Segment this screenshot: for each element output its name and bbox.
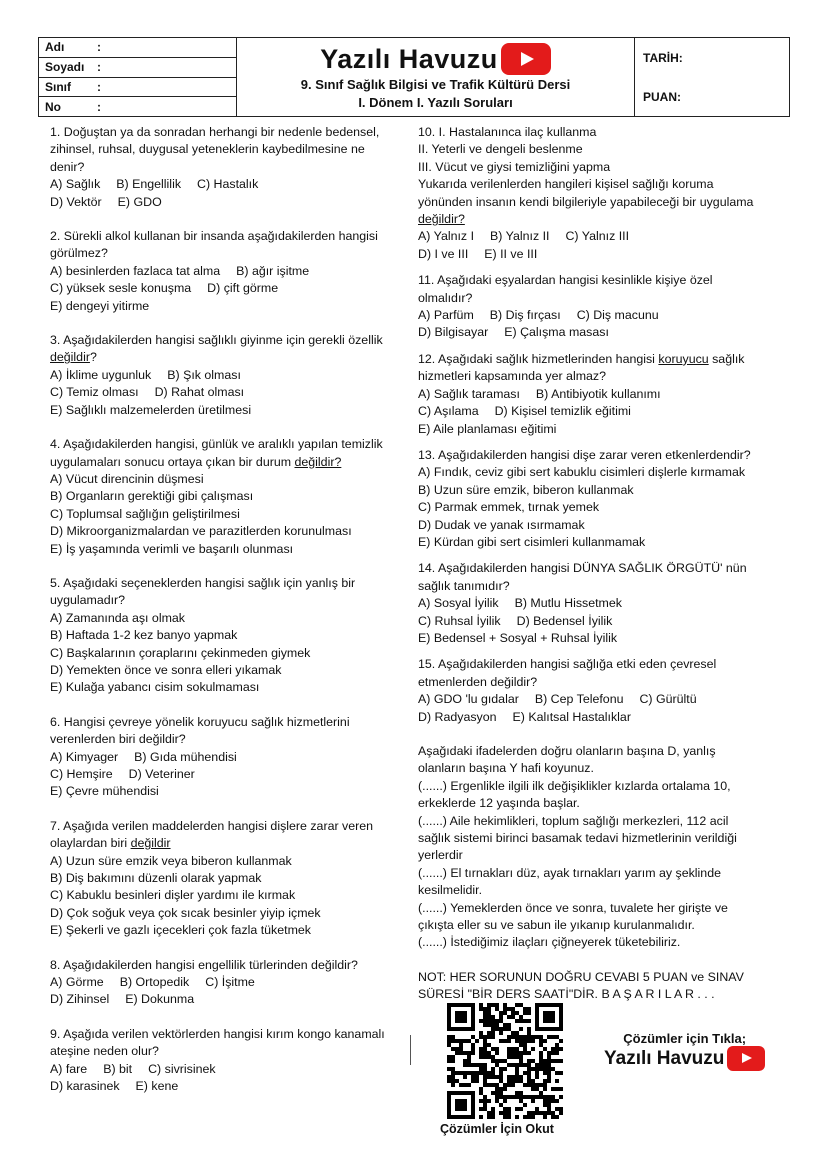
text-segment: 8. Aşağıdakilerden hangisi engellilik türlerinden değildir?	[50, 957, 358, 972]
text-segment: etmenlerden değildir?	[418, 674, 538, 689]
option-row	[50, 194, 412, 211]
number-field[interactable]	[39, 97, 236, 116]
divider	[410, 1035, 411, 1065]
option-row	[418, 630, 793, 647]
answer-option[interactable]: B) Gıda mühendisi	[134, 749, 237, 764]
option-row	[418, 595, 793, 612]
answer-option[interactable]: B) Ortopedik	[119, 975, 190, 990]
answer-option[interactable]: A) Parfüm	[418, 308, 474, 323]
answer-option[interactable]: B) Yalnız II	[490, 229, 550, 244]
text-line	[418, 882, 793, 899]
answer-option[interactable]: A) Uzun süre emzik veya biberon kullanmak	[50, 853, 292, 868]
text-segment: SÜRESİ "BİR DERS SAATİ"DİR. B A Ş A R I L A R . . .	[418, 987, 715, 1002]
text-line	[50, 159, 412, 176]
emphasis-text: değildir	[130, 836, 171, 851]
answer-option[interactable]: D) Zihinsel	[50, 992, 110, 1007]
text-segment: çıkışta eller su ve sabun ile yıkanıp kurulanmalıdır.	[418, 918, 695, 933]
text-segment: uygulamadır?	[50, 593, 126, 608]
answer-option[interactable]: E) GDO	[117, 194, 162, 209]
option-row	[50, 627, 412, 644]
text-line	[418, 813, 793, 830]
title-block	[237, 38, 635, 116]
question-9	[50, 1026, 412, 1096]
text-line	[50, 141, 412, 158]
qr-code[interactable]	[447, 1003, 563, 1124]
option-row	[50, 749, 412, 766]
answer-option[interactable]: E) Çevre mühendisi	[50, 784, 159, 799]
text-segment: 12. Aşağıdaki sağlık hizmetlerinden hangisi	[418, 351, 659, 366]
option-row	[50, 541, 412, 558]
text-line	[50, 1026, 412, 1043]
qr-caption: Çözümler İçin Okut	[440, 1122, 554, 1136]
answer-option[interactable]: A) Yalnız I	[418, 229, 475, 244]
text-segment: NOT: HER SORUNUN DOĞRU CEVABI 5 PUAN ve SINAV	[418, 969, 744, 984]
text-segment: 2. Sürekli alkol kullanan bir insanda aşağıdakilerden hangisi	[50, 229, 378, 244]
question-7	[50, 818, 412, 940]
exam-header	[38, 37, 790, 117]
answer-option[interactable]: A) Görme	[50, 975, 104, 990]
text-line	[50, 1043, 412, 1060]
question-10	[418, 124, 793, 263]
text-segment: zihinsel, ruhsal, duygusal yeteneklerin kaybedilmesine ne	[50, 142, 365, 157]
text-segment: olaylardan biri	[50, 836, 131, 851]
text-line	[418, 900, 793, 917]
answer-option[interactable]: C) Diş macunu	[576, 308, 659, 323]
answer-option[interactable]: B) ağır işitme	[236, 263, 310, 278]
text-line	[418, 124, 793, 141]
option-row	[50, 280, 412, 297]
colon: :	[97, 99, 101, 114]
answer-option[interactable]: B) Diş bakımını düzenli olarak yapmak	[50, 871, 262, 886]
option-row	[418, 613, 793, 630]
answer-option[interactable]: C) Toplumsal sağlığın geliştirilmesi	[50, 506, 240, 521]
option-row	[50, 263, 412, 280]
text-segment: sağlık sistemi birinci basamak tedavi hizmetlerinin verildiği	[418, 831, 737, 846]
answer-option[interactable]: D) Veteriner	[128, 767, 195, 781]
option-row	[50, 1061, 412, 1078]
option-row	[50, 662, 412, 679]
option-row	[50, 887, 412, 904]
option-row	[50, 523, 412, 540]
text-line	[418, 351, 793, 368]
option-row	[50, 506, 412, 523]
answer-option[interactable]: C) Temiz olması	[50, 385, 139, 400]
text-line	[50, 714, 412, 731]
answer-option[interactable]: D) çift görme	[207, 281, 279, 296]
text-line	[418, 560, 793, 577]
student-info	[39, 38, 237, 116]
text-line	[418, 969, 793, 986]
option-row	[50, 610, 412, 627]
text-line	[418, 778, 793, 795]
emphasis-text: değildir?	[418, 212, 465, 227]
text-line	[50, 575, 412, 592]
option-row	[50, 384, 412, 401]
text-line	[50, 245, 412, 262]
answer-option[interactable]: B) Antibiyotik kullanımı	[535, 386, 661, 401]
answer-option[interactable]: A) Kimyager	[50, 749, 119, 764]
text-segment: Aşağıdaki ifadelerden doğru olanların başına D, yanlış	[418, 744, 716, 758]
answer-option[interactable]: C) yüksek sesle konuşma	[50, 281, 192, 296]
answer-option[interactable]: B) Diş fırçası	[489, 308, 561, 323]
option-row	[50, 679, 412, 696]
answer-option[interactable]: B) Uzun süre emzik, biberon kullanmak	[418, 482, 634, 497]
text-segment: olanların başına Y hafi koyunuz.	[418, 761, 594, 776]
option-row	[418, 517, 793, 534]
option-row	[418, 403, 793, 420]
text-line	[50, 835, 412, 852]
text-line	[418, 211, 793, 228]
text-line	[50, 228, 412, 245]
option-row	[418, 534, 793, 551]
score-label: PUAN:	[643, 89, 681, 104]
answer-option[interactable]: E) İş yaşamında verimli ve başarılı olunması	[50, 541, 294, 556]
answer-option[interactable]: B) Mutlu Hissetmek	[514, 596, 622, 611]
question-5	[50, 575, 412, 697]
text-segment: sağlık tanımıdır?	[418, 578, 510, 593]
option-row	[50, 905, 412, 922]
answer-option[interactable]: E) Çalışma masası	[504, 325, 609, 340]
answer-option[interactable]: E) Kalıtsal Hastalıklar	[512, 709, 631, 724]
text-line	[418, 760, 793, 777]
youtube-play-icon	[727, 1046, 765, 1071]
answer-option[interactable]: E) Kulağa yabancı cisim sokulmaması	[50, 680, 260, 695]
text-segment: yönünden insanın kendi bilgileriyle yapabileceği bir uygulama	[418, 194, 754, 209]
answer-option[interactable]: D) Bilgisayar	[418, 325, 489, 340]
solutions-link[interactable]	[604, 1031, 765, 1071]
text-line	[418, 656, 793, 673]
answer-option[interactable]: C) Ruhsal İyilik	[418, 613, 501, 628]
answer-option[interactable]: C) Yalnız III	[565, 229, 630, 244]
option-row	[418, 499, 793, 516]
text-line	[50, 957, 412, 974]
answer-option[interactable]: C) Kabuklu besinleri dişler yardımı ile kırmak	[50, 888, 296, 903]
qr-code-image	[447, 1003, 563, 1119]
name-field[interactable]	[39, 38, 236, 58]
answer-option[interactable]: D) Radyasyon	[418, 709, 497, 724]
brand-name: Yazılı Havuzu	[320, 43, 498, 74]
text-segment: 6. Hangisi çevreye yönelik koruyucu sağlık hizmetlerini	[50, 714, 350, 729]
answer-option[interactable]: E) Sağlıklı malzemelerden üretilmesi	[50, 402, 252, 417]
text-segment: kesilmelidir.	[418, 883, 483, 898]
option-row	[418, 386, 793, 403]
text-segment: erkeklerde 12 yaşında başlar.	[418, 796, 580, 811]
answer-option[interactable]: D) Kişisel temizlik eğitimi	[494, 404, 631, 419]
text-line	[418, 986, 793, 1003]
text-line	[50, 592, 412, 609]
text-segment: 14. Aşağıdakilerden hangisi DÜNYA SAĞLIK ÖRGÜTÜ' nün	[418, 561, 747, 576]
option-row	[418, 324, 793, 341]
youtube-play-icon	[501, 43, 551, 75]
answer-option[interactable]: A) Fındık, ceviz gibi sert kabuklu cisimleri dişlerle kırmamak	[418, 465, 746, 480]
option-row	[50, 783, 412, 800]
answer-option[interactable]: E) Kürdan gibi sert cisimleri kullanmamak	[418, 534, 646, 549]
answer-option[interactable]: D) I ve III	[418, 246, 469, 261]
answer-option[interactable]: B) Haftada 1-2 kez banyo yapmak	[50, 628, 238, 643]
answer-option[interactable]: E) Dokunma	[125, 992, 195, 1007]
text-line	[418, 917, 793, 934]
left-column	[50, 124, 412, 1113]
text-segment: 9. Aşağıda verilen vektörlerden hangisi kırım kongo kanamalı	[50, 1026, 385, 1041]
answer-option[interactable]: A) GDO 'lu gıdalar	[418, 692, 519, 707]
option-row	[50, 367, 412, 384]
answer-option[interactable]: C) Parmak emmek, tırnak yemek	[418, 500, 600, 515]
answer-option[interactable]: A) besinlerden fazlaca tat alma	[50, 263, 221, 278]
text-segment: 13. Aşağıdakilerden hangisi dişe zarar veren etkenlerdendir?	[418, 447, 751, 462]
answer-option[interactable]: B) Engellilik	[116, 177, 182, 192]
answer-option[interactable]: C) İşitme	[205, 975, 255, 990]
name-label: Adı	[45, 40, 65, 55]
answer-option[interactable]: B) bit	[103, 1061, 133, 1076]
text-line	[418, 578, 793, 595]
class-label: Sınıf	[45, 79, 71, 94]
text-segment: (......) Ergenlikle ilgili ilk değişiklikler kızlarda ortalama 10,	[418, 778, 731, 793]
answer-option[interactable]: D) Mikroorganizmalardan ve parazitlerden korunulması	[50, 524, 352, 539]
colon: :	[97, 79, 101, 94]
text-segment: (......) Yemeklerden önce ve sonra, tuvalete her girişte ve	[418, 900, 728, 915]
text-segment: Yukarıda verilenlerden hangileri kişisel sağlığı koruma	[418, 177, 714, 192]
question-4	[50, 436, 412, 558]
option-row	[50, 974, 412, 991]
answer-option[interactable]: C) Başkalarının çoraplarını çekinmeden giymek	[50, 645, 311, 660]
text-segment: denir?	[50, 159, 85, 174]
answer-option[interactable]: B) Cep Telefonu	[534, 692, 624, 707]
answer-option[interactable]: E) Şekerli ve gazlı içecekleri çok fazla tüketmek	[50, 923, 311, 938]
answer-option[interactable]: A) İklime uygunluk	[50, 367, 152, 382]
surname-field[interactable]	[39, 58, 236, 78]
answer-option[interactable]: C) Hastalık	[197, 177, 259, 192]
emphasis-text: değildir?	[294, 454, 342, 469]
option-row	[50, 922, 412, 939]
option-row	[418, 709, 793, 726]
answer-option[interactable]: C) sivrisinek	[148, 1061, 216, 1076]
answer-option[interactable]: A) Vücut direncinin düşmesi	[50, 471, 204, 486]
answer-option[interactable]: A) Zamanında aşı olmak	[50, 610, 185, 625]
class-field[interactable]	[39, 78, 236, 98]
emphasis-text: koruyucu	[658, 351, 709, 366]
text-segment: uygulamaları sonucu ortaya çıkan bir durum	[50, 454, 295, 469]
text-line	[418, 743, 793, 760]
answer-option[interactable]: A) Sosyal İyilik	[418, 596, 499, 611]
number-label: No	[45, 99, 61, 114]
text-line	[50, 454, 412, 471]
true-false-section	[418, 743, 793, 952]
text-segment: 15. Aşağıdakilerden hangisi sağlığa etki eden çevresel	[418, 657, 717, 672]
text-segment: 1. Doğuştan ya da sonradan herhangi bir nedenle bedensel,	[50, 125, 380, 139]
option-row	[418, 691, 793, 708]
answer-option[interactable]: C) Aşılama	[418, 404, 479, 419]
answer-option[interactable]: B) Organların gerektiği gibi çalışması	[50, 489, 254, 504]
brand-logo	[237, 42, 634, 76]
answer-option[interactable]: E) Aile planlaması eğitimi	[418, 421, 557, 436]
answer-option[interactable]: E) kene	[135, 1079, 179, 1094]
answer-option[interactable]: A) fare	[50, 1061, 88, 1076]
brand-name: Yazılı Havuzu	[604, 1047, 725, 1069]
text-segment: (......) İstediğimiz ilaçları çiğneyerek tüketebiliriz.	[418, 935, 681, 950]
text-segment: ateşine neden olur?	[50, 1044, 159, 1059]
question-6	[50, 714, 412, 801]
text-segment: III. Vücut ve giysi temizliğini yapma	[418, 159, 611, 174]
question-8	[50, 957, 412, 1009]
answer-option[interactable]: A) Sağlık taraması	[418, 386, 520, 401]
text-segment: (......) El tırnakları düz, ayak tırnakları yarım ay şeklinde	[418, 865, 721, 880]
option-row	[50, 471, 412, 488]
question-2	[50, 228, 412, 315]
date-label: TARİH:	[643, 50, 683, 65]
option-row	[50, 991, 412, 1008]
text-line	[418, 830, 793, 847]
answer-option[interactable]: D) Dudak ve yanak ısırmamak	[418, 517, 585, 532]
text-line	[418, 176, 793, 193]
text-segment: 10. I. Hastalanınca ilaç kullanma	[418, 125, 597, 139]
emphasis-text: değildir	[50, 350, 90, 365]
option-row	[50, 766, 412, 783]
text-line	[418, 674, 793, 691]
answer-option[interactable]: C) Hemşire	[50, 767, 113, 781]
question-12	[418, 351, 793, 438]
answer-option[interactable]: D) Çok soğuk veya çok sıcak besinler yiyip içmek	[50, 905, 321, 920]
text-line	[418, 272, 793, 289]
text-segment: 3. Aşağıdakilerden hangisi sağlıklı giyinme için gerekli özellik	[50, 333, 383, 348]
text-line	[418, 368, 793, 385]
option-row	[418, 307, 793, 324]
option-row	[50, 176, 412, 193]
text-line	[418, 447, 793, 464]
question-11	[418, 272, 793, 342]
answer-option[interactable]: A) Sağlık	[50, 177, 101, 192]
text-segment: II. Yeterli ve dengeli beslenme	[418, 142, 583, 157]
answer-option[interactable]: E) dengeyi yitirme	[50, 298, 150, 313]
text-line	[50, 731, 412, 748]
text-line	[418, 141, 793, 158]
text-line	[418, 934, 793, 951]
option-row	[50, 645, 412, 662]
course-title: 9. Sınıf Sağlık Bilgisi ve Trafik Kültürü Dersi	[300, 77, 571, 92]
text-line	[50, 332, 412, 349]
answer-option[interactable]: E) Bedensel + Sosyal + Ruhsal İyilik	[418, 630, 618, 645]
option-row	[418, 464, 793, 481]
text-segment: 11. Aşağıdaki eşyalardan hangisi kesinlikle kişiye özel	[418, 273, 713, 288]
text-segment: 5. Aşağıdaki seçeneklerden hangisi sağlık için yanlış bir	[50, 575, 356, 590]
answer-option[interactable]: D) Vektör	[50, 194, 102, 209]
option-row	[50, 1078, 412, 1095]
text-segment: ?	[89, 350, 97, 365]
answer-option[interactable]: D) Yemekten önce ve sonra elleri yıkamak	[50, 662, 282, 677]
text-line	[418, 290, 793, 307]
option-row	[418, 482, 793, 499]
exam-title: I. Dönem I. Yazılı Soruları	[358, 95, 513, 110]
option-row	[418, 228, 793, 245]
exam-note	[418, 969, 793, 1004]
text-segment: (......) Aile hekimlikleri, toplum sağlığı merkezleri, 112 acil	[418, 813, 729, 828]
colon: :	[97, 60, 101, 75]
question-1	[50, 124, 412, 211]
text-segment: sağlık	[708, 351, 745, 366]
text-segment: verenlerden biri değildir?	[50, 732, 186, 747]
text-line	[418, 159, 793, 176]
colon: :	[97, 40, 101, 55]
answer-option[interactable]: C) Gürültü	[639, 692, 697, 707]
answer-option[interactable]: B) Şık olması	[167, 367, 241, 382]
text-line	[50, 349, 412, 366]
question-3	[50, 332, 412, 419]
surname-label: Soyadı	[45, 60, 85, 75]
text-line	[50, 124, 412, 141]
answer-option[interactable]: D) karasinek	[50, 1079, 120, 1094]
text-line	[50, 818, 412, 835]
option-row	[50, 402, 412, 419]
question-15	[418, 656, 793, 726]
option-row	[50, 870, 412, 887]
option-row	[418, 421, 793, 438]
text-segment: 7. Aşağıda verilen maddelerden hangisi dişlere zarar veren	[50, 818, 374, 833]
option-row	[50, 488, 412, 505]
text-line	[418, 847, 793, 864]
question-13	[418, 447, 793, 551]
answer-option[interactable]: D) Bedensel İyilik	[516, 613, 613, 628]
option-row	[50, 853, 412, 870]
date-score-block	[635, 38, 789, 116]
option-row	[50, 298, 412, 315]
text-segment: yerlerdir	[418, 848, 463, 863]
option-row	[418, 246, 793, 263]
text-line	[50, 436, 412, 453]
right-column	[418, 124, 793, 1021]
solutions-text: Çözümler için Tıkla;	[623, 1031, 747, 1046]
text-segment: görülmez?	[50, 246, 108, 261]
text-line	[418, 865, 793, 882]
question-14	[418, 560, 793, 647]
text-line	[418, 194, 793, 211]
text-segment: 4. Aşağıdakilerden hangisi, günlük ve aralıklı yapılan temizlik	[50, 437, 383, 452]
text-segment: olmalıdır?	[418, 290, 473, 305]
text-segment: hizmetleri kapsamında yer almaz?	[418, 369, 607, 384]
answer-option[interactable]: D) Rahat olması	[154, 385, 245, 400]
answer-option[interactable]: E) II ve III	[484, 246, 538, 261]
text-line	[418, 795, 793, 812]
